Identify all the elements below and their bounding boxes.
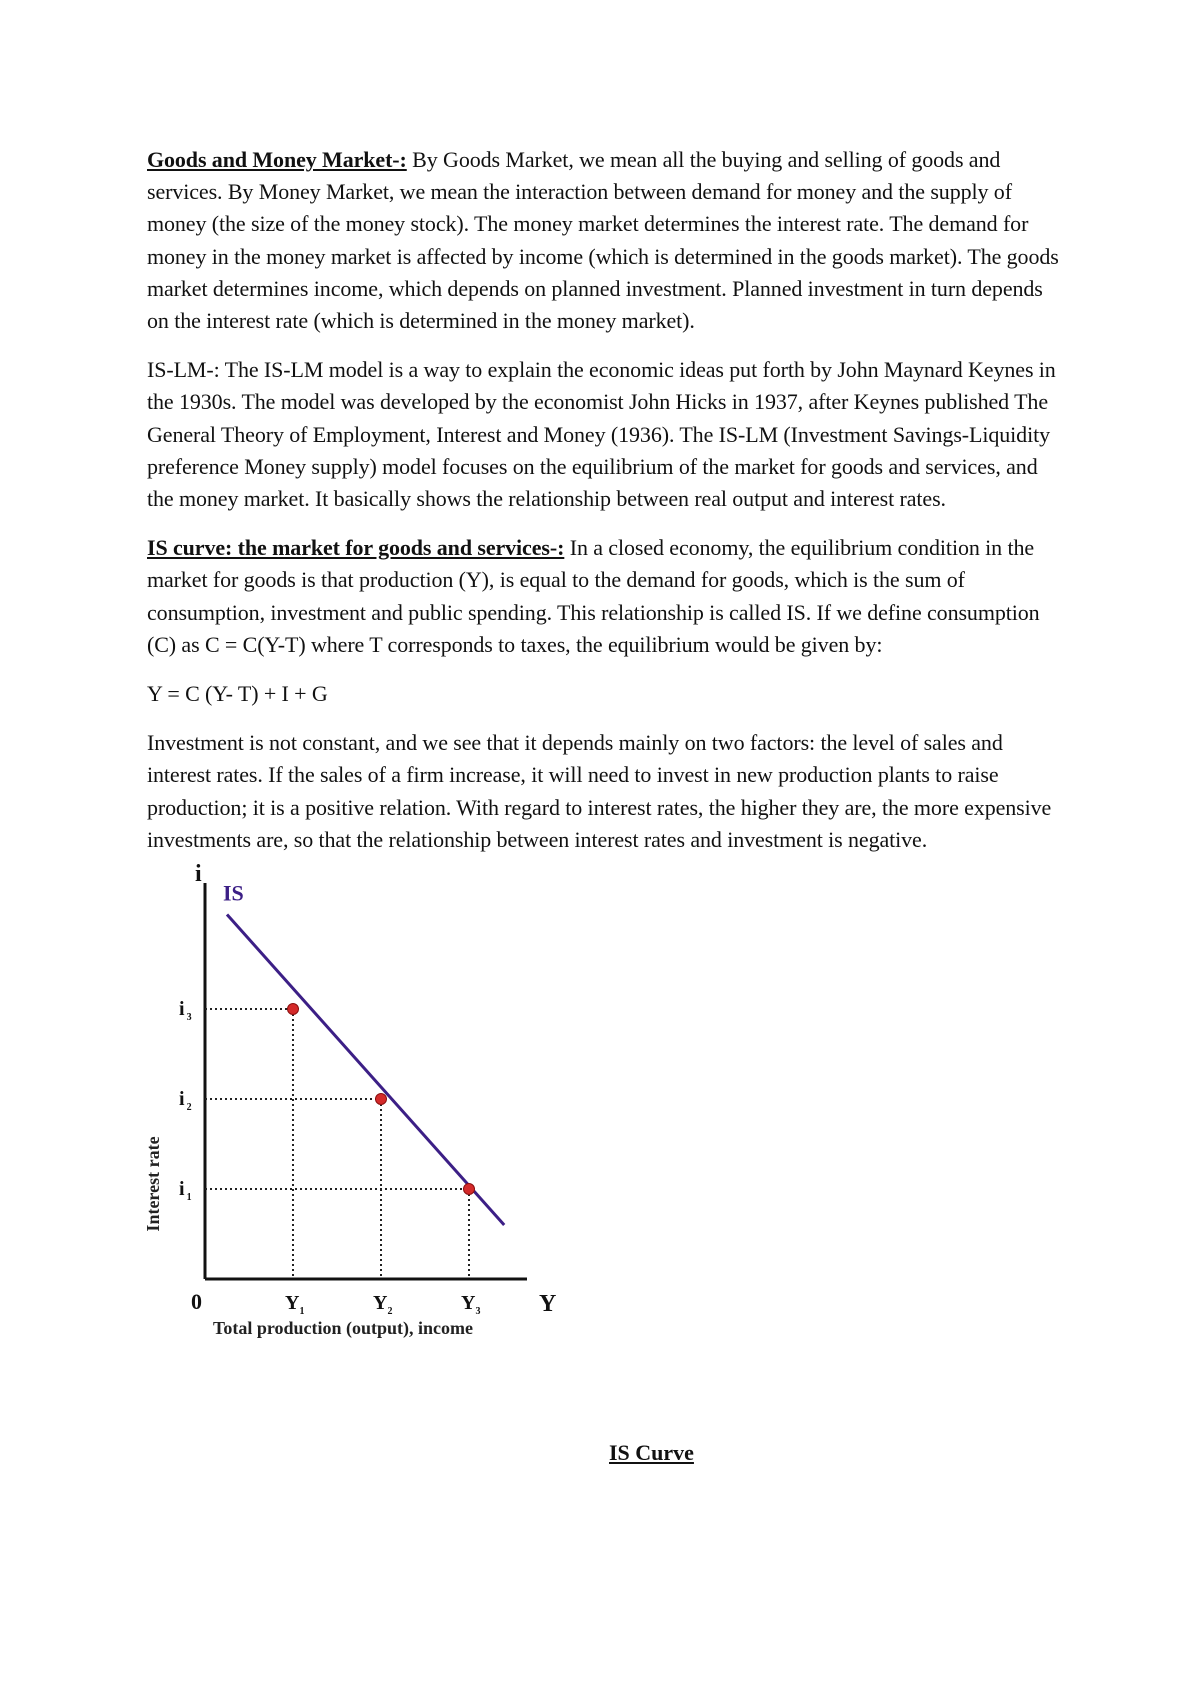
x-axis-symbol: Y — [539, 1291, 557, 1317]
is-curve-svg — [130, 861, 570, 1475]
y-tick-label: i $_1$ — [179, 1178, 192, 1203]
x-axis-title: Total production (output), income — [213, 1318, 474, 1338]
is-curve-chart — [130, 861, 570, 1475]
x-tick-label: $Y_1$ — [285, 1292, 305, 1317]
equation: Y = C (Y- T) + I + G — [147, 681, 328, 707]
figure-caption: IS Curve — [609, 1440, 694, 1465]
paragraph-goods-money — [147, 144, 1067, 337]
x-tick-label: $Y_3$ — [461, 1292, 481, 1317]
heading-is-curve: IS curve: the market for goods and services-: — [147, 535, 565, 561]
y-tick-label: i $_3$ — [179, 998, 192, 1023]
paragraph-islm — [147, 354, 1067, 515]
y-axis-symbol: i — [195, 861, 202, 887]
is-curve-label: IS — [223, 880, 244, 906]
heading-goods-money: Goods and Money Market-: — [147, 147, 407, 172]
text-islm: IS-LM-: The IS-LM model is a way to explain the economic ideas put forth by John Maynard Keynes in the 1930s. The model was developed by the economist John Hicks in 1937, after Keynes published The General Theory of Employment, Interest and Money (1936). The IS-LM (Investment Savings-Liquidity preference Money supply) model focuses on the equilibrium of the market for goods and services, and the money market. It basically shows the relationship between real output and interest rates. — [147, 357, 1056, 512]
y-tick-label: i $_2$ — [179, 1088, 192, 1113]
y-axis-title: Interest rate — [143, 1136, 163, 1232]
text-investment: Investment is not constant, and we see that it depends mainly on two factors: the level of sales and interest rates. If the sales of a firm increase, it will need to invest in new production plants to raise production; it is a positive relation. With regard to interest rates, the higher they are, the more expensive investments are, so that the relationship between interest rates and investment is negative. — [147, 730, 1052, 852]
data-point — [376, 1094, 387, 1105]
paragraph-is-curve — [147, 532, 1067, 661]
data-point — [464, 1184, 475, 1195]
paragraph-investment — [147, 727, 1067, 856]
document-body — [147, 144, 1067, 873]
origin-label: 0 — [191, 1289, 202, 1314]
text-is-curve: In a closed economy, the equilibrium condition in the market for goods is that production (Y), is equal to the demand for goods, which is the sum of consumption, investment and public spending. This relationship is called IS. If we define consumption (C) as C = C(Y-T) where T corresponds to taxes, the equilibrium would be given by: — [147, 535, 1040, 657]
x-tick-label: $Y_2$ — [373, 1292, 393, 1317]
text-goods-money: By Goods Market, we mean all the buying and selling of goods and services. By Money Market, we mean the interaction between demand for money and the supply of money (the size of the money stock). The money market determines the interest rate. The demand for money in the money market is affected by income (which is determined in the goods market). The goods market determines income, which depends on planned investment. Planned investment in turn depends on the interest rate (which is determined in the money market). — [147, 147, 1059, 334]
data-point — [288, 1004, 299, 1015]
is-curve-line — [227, 915, 504, 1226]
